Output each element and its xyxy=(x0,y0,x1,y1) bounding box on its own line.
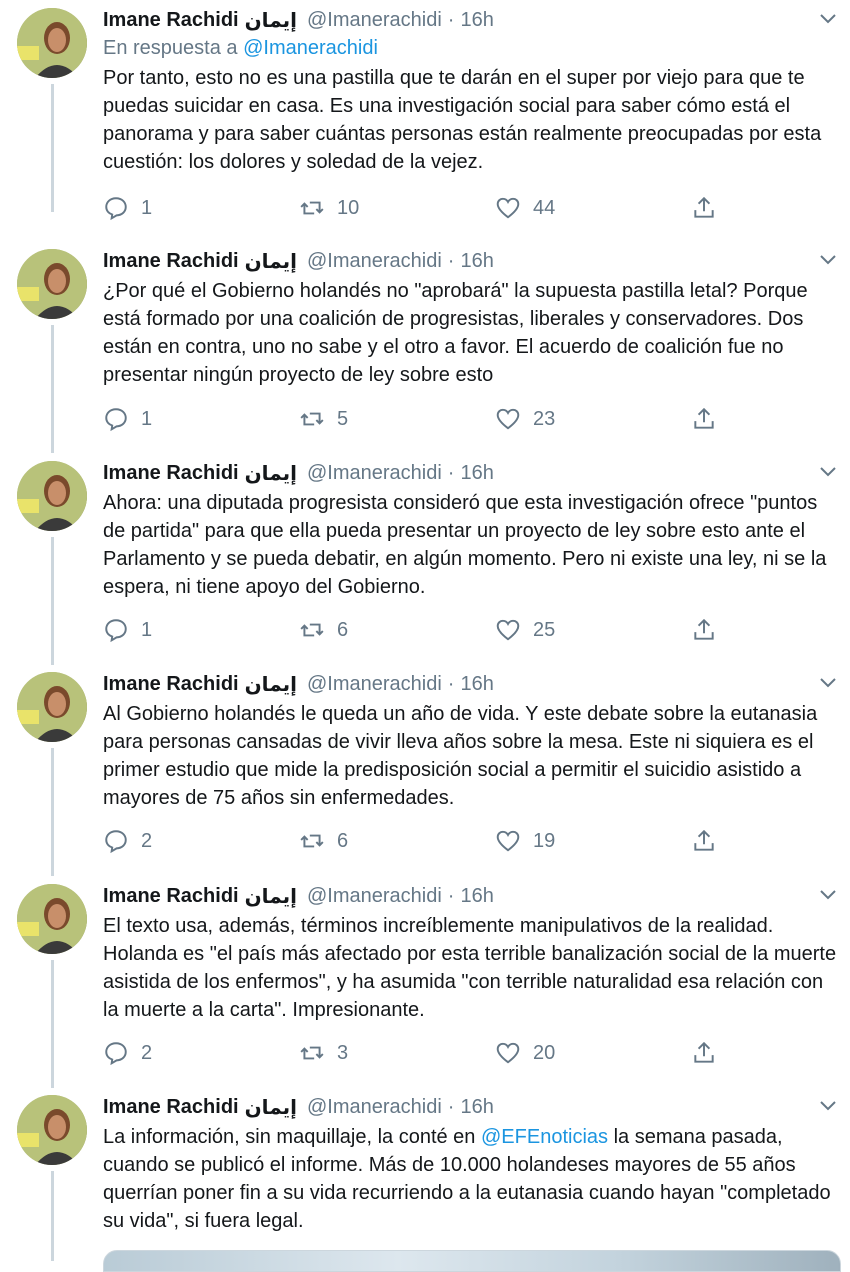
author-handle[interactable]: @Imanerachidi xyxy=(306,884,442,907)
tweet[interactable] xyxy=(0,0,850,219)
separator-dot: · xyxy=(447,8,455,31)
tweet-text: Por tanto, esto no es una pastilla que te darán en el super por viejo para que te puedas suicidar en casa. Es una investigación social para saber cómo está el panorama y para saber cuántas personas están realmente preocupadas por esta cuestión: los dolores y soledad de la vejez. xyxy=(103,67,822,173)
thread-line xyxy=(51,325,54,453)
author-name-arabic[interactable]: إيمان xyxy=(244,250,297,273)
share-button[interactable] xyxy=(691,193,717,223)
share-icon xyxy=(691,406,717,432)
share-button[interactable] xyxy=(691,615,717,645)
retweet-icon xyxy=(299,195,325,221)
reply-icon xyxy=(103,828,129,854)
reply-icon xyxy=(103,617,129,643)
reply-count: 1 xyxy=(141,618,153,641)
like-icon xyxy=(495,617,521,643)
like-count: 20 xyxy=(533,1041,556,1064)
reply-count: 1 xyxy=(141,407,153,430)
chevron-down-icon[interactable] xyxy=(818,8,838,28)
thread-line xyxy=(51,537,54,665)
like-count: 25 xyxy=(533,618,556,641)
chevron-down-icon[interactable] xyxy=(818,1095,838,1115)
retweet-button[interactable] xyxy=(299,193,359,223)
avatar[interactable] xyxy=(17,672,87,742)
share-button[interactable] xyxy=(691,404,717,434)
chevron-down-icon[interactable] xyxy=(818,461,838,481)
chevron-down-icon[interactable] xyxy=(818,884,838,904)
like-count: 23 xyxy=(533,407,556,430)
reply-button[interactable] xyxy=(103,615,152,645)
avatar[interactable] xyxy=(17,249,87,319)
tweet-time[interactable]: 16h xyxy=(460,249,494,272)
reply-icon xyxy=(103,195,129,221)
author-name-arabic[interactable]: إيمان xyxy=(244,1096,297,1119)
separator-dot: · xyxy=(447,672,455,695)
tweet[interactable] xyxy=(0,664,850,875)
retweet-icon xyxy=(299,406,325,432)
separator-dot: · xyxy=(447,249,455,272)
share-icon xyxy=(691,828,717,854)
author-handle[interactable]: @Imanerachidi xyxy=(306,461,442,484)
share-button[interactable] xyxy=(691,1038,717,1068)
reply-icon xyxy=(103,406,129,432)
author-name[interactable]: Imane Rachidi xyxy=(103,249,239,272)
author-name[interactable]: Imane Rachidi xyxy=(103,672,239,695)
share-button[interactable] xyxy=(691,826,717,856)
like-button[interactable] xyxy=(495,404,555,434)
tweet-time[interactable]: 16h xyxy=(460,461,494,484)
retweet-button[interactable] xyxy=(299,615,348,645)
separator-dot: · xyxy=(447,1095,455,1118)
tweet-text-part: La información, sin maquillaje, la conté en xyxy=(103,1126,481,1148)
retweet-count: 5 xyxy=(337,407,349,430)
like-button[interactable] xyxy=(495,193,555,223)
retweet-icon xyxy=(299,1040,325,1066)
author-name-arabic[interactable]: إيمان xyxy=(244,9,297,32)
retweet-count: 10 xyxy=(337,196,360,219)
tweet-text: Al Gobierno holandés le queda un año de vida. Y este debate sobre la eutanasia para personas cansadas de vivir lleva años sobre la mesa. Este ni siquiera es el primer estudio que mide la predisposición social a permitir el suicidio asistido a mayores de 75 años sin enfermedades. xyxy=(103,703,818,809)
tweet-time[interactable]: 16h xyxy=(460,1095,494,1118)
retweet-button[interactable] xyxy=(299,404,348,434)
reply-icon xyxy=(103,1040,129,1066)
author-name[interactable]: Imane Rachidi xyxy=(103,8,239,31)
share-icon xyxy=(691,1040,717,1066)
retweet-button[interactable] xyxy=(299,826,348,856)
tweet-time[interactable]: 16h xyxy=(460,8,494,31)
tweet[interactable] xyxy=(0,241,850,452)
retweet-count: 6 xyxy=(337,618,349,641)
author-handle[interactable]: @Imanerachidi xyxy=(306,1095,442,1118)
tweet-header xyxy=(103,670,843,698)
reply-count: 2 xyxy=(141,829,153,852)
author-name-arabic[interactable]: إيمان xyxy=(244,673,297,696)
like-button[interactable] xyxy=(495,615,555,645)
reply-context xyxy=(103,34,843,62)
attached-image[interactable] xyxy=(103,1250,841,1272)
share-icon xyxy=(691,195,717,221)
reply-to-label: En respuesta a xyxy=(103,37,238,59)
like-icon xyxy=(495,828,521,854)
tweet-header xyxy=(103,459,843,487)
tweet-text-part: la semana pasada, cuando se publicó el informe. Más de 10.000 holandeses mayores de 55 años querrían poner fin a su vida recurriendo a la eutanasia cuando hayan "completado su vida", si fuera legal. xyxy=(103,1126,831,1232)
like-icon xyxy=(495,1040,521,1066)
tweet-time[interactable]: 16h xyxy=(460,672,494,695)
retweet-count: 3 xyxy=(337,1041,349,1064)
retweet-icon xyxy=(299,828,325,854)
reply-count: 2 xyxy=(141,1041,153,1064)
thread-line xyxy=(51,84,54,212)
author-name[interactable]: Imane Rachidi xyxy=(103,1095,239,1118)
retweet-icon xyxy=(299,617,325,643)
author-handle[interactable]: @Imanerachidi xyxy=(306,249,442,272)
author-name[interactable]: Imane Rachidi xyxy=(103,884,239,907)
avatar[interactable] xyxy=(17,461,87,531)
tweet-header xyxy=(103,882,843,910)
chevron-down-icon[interactable] xyxy=(818,672,838,692)
thread-line xyxy=(51,748,54,876)
like-icon xyxy=(495,406,521,432)
reply-to-link[interactable]: @Imanerachidi xyxy=(243,37,378,59)
tweet-text: El texto usa, además, términos increíblemente manipulativos de la realidad. Holanda es "el país más afectado por esta terrible banalización social de la muerte asistida de los enfermos", y ha asumida "con terrible naturalidad esa relación con la muerte a la carta". Impresionante. xyxy=(103,915,837,1021)
tweet-text: ¿Por qué el Gobierno holandés no "aprobará" la supuesta pastilla letal? Porque está formado por una coalición de progresistas, liberales y conservadores. Dos están en contra, uno no sabe y el otro a favor. El acuerdo de coalición fue no presentar ningún proyecto de ley sobre esto xyxy=(103,280,808,386)
reply-button[interactable] xyxy=(103,193,152,223)
reply-button[interactable] xyxy=(103,1038,152,1068)
author-name-arabic[interactable]: إيمان xyxy=(244,462,297,485)
tweet-header xyxy=(103,6,843,34)
like-count: 44 xyxy=(533,196,556,219)
like-count: 19 xyxy=(533,829,556,852)
like-button[interactable] xyxy=(495,1038,555,1068)
author-handle[interactable]: @Imanerachidi xyxy=(306,8,442,31)
tweet[interactable] xyxy=(0,453,850,664)
like-button[interactable] xyxy=(495,826,555,856)
tweet-header xyxy=(103,1093,843,1121)
separator-dot: · xyxy=(447,884,455,907)
tweet[interactable] xyxy=(0,876,850,1087)
share-icon xyxy=(691,617,717,643)
thread-line xyxy=(51,960,54,1088)
author-name[interactable]: Imane Rachidi xyxy=(103,461,239,484)
tweet-text xyxy=(103,1123,843,1235)
retweet-button[interactable] xyxy=(299,1038,348,1068)
tweet-text: Ahora: una diputada progresista consideró que esta investigación ofrece "puntos de partida" para que ella pueda presentar un proyecto de ley sobre esto ante el Parlamento y se pueda debatir, en algún momento. Pero ni existe una ley, ni se la espera, ni tiene apoyo del Gobierno. xyxy=(103,492,827,598)
reply-button[interactable] xyxy=(103,404,152,434)
avatar[interactable] xyxy=(17,884,87,954)
mention-link[interactable]: @EFEnoticias xyxy=(481,1126,609,1148)
author-name-arabic[interactable]: إيمان xyxy=(244,885,297,908)
tweet-time[interactable]: 16h xyxy=(460,884,494,907)
thread-line xyxy=(51,1171,54,1261)
chevron-down-icon[interactable] xyxy=(818,249,838,269)
avatar[interactable] xyxy=(17,1095,87,1165)
tweet-header xyxy=(103,247,843,275)
separator-dot: · xyxy=(447,461,455,484)
reply-button[interactable] xyxy=(103,826,152,856)
retweet-count: 6 xyxy=(337,829,349,852)
tweet[interactable] xyxy=(0,1087,850,1261)
reply-count: 1 xyxy=(141,196,153,219)
author-handle[interactable]: @Imanerachidi xyxy=(306,672,442,695)
like-icon xyxy=(495,195,521,221)
avatar[interactable] xyxy=(17,8,87,78)
